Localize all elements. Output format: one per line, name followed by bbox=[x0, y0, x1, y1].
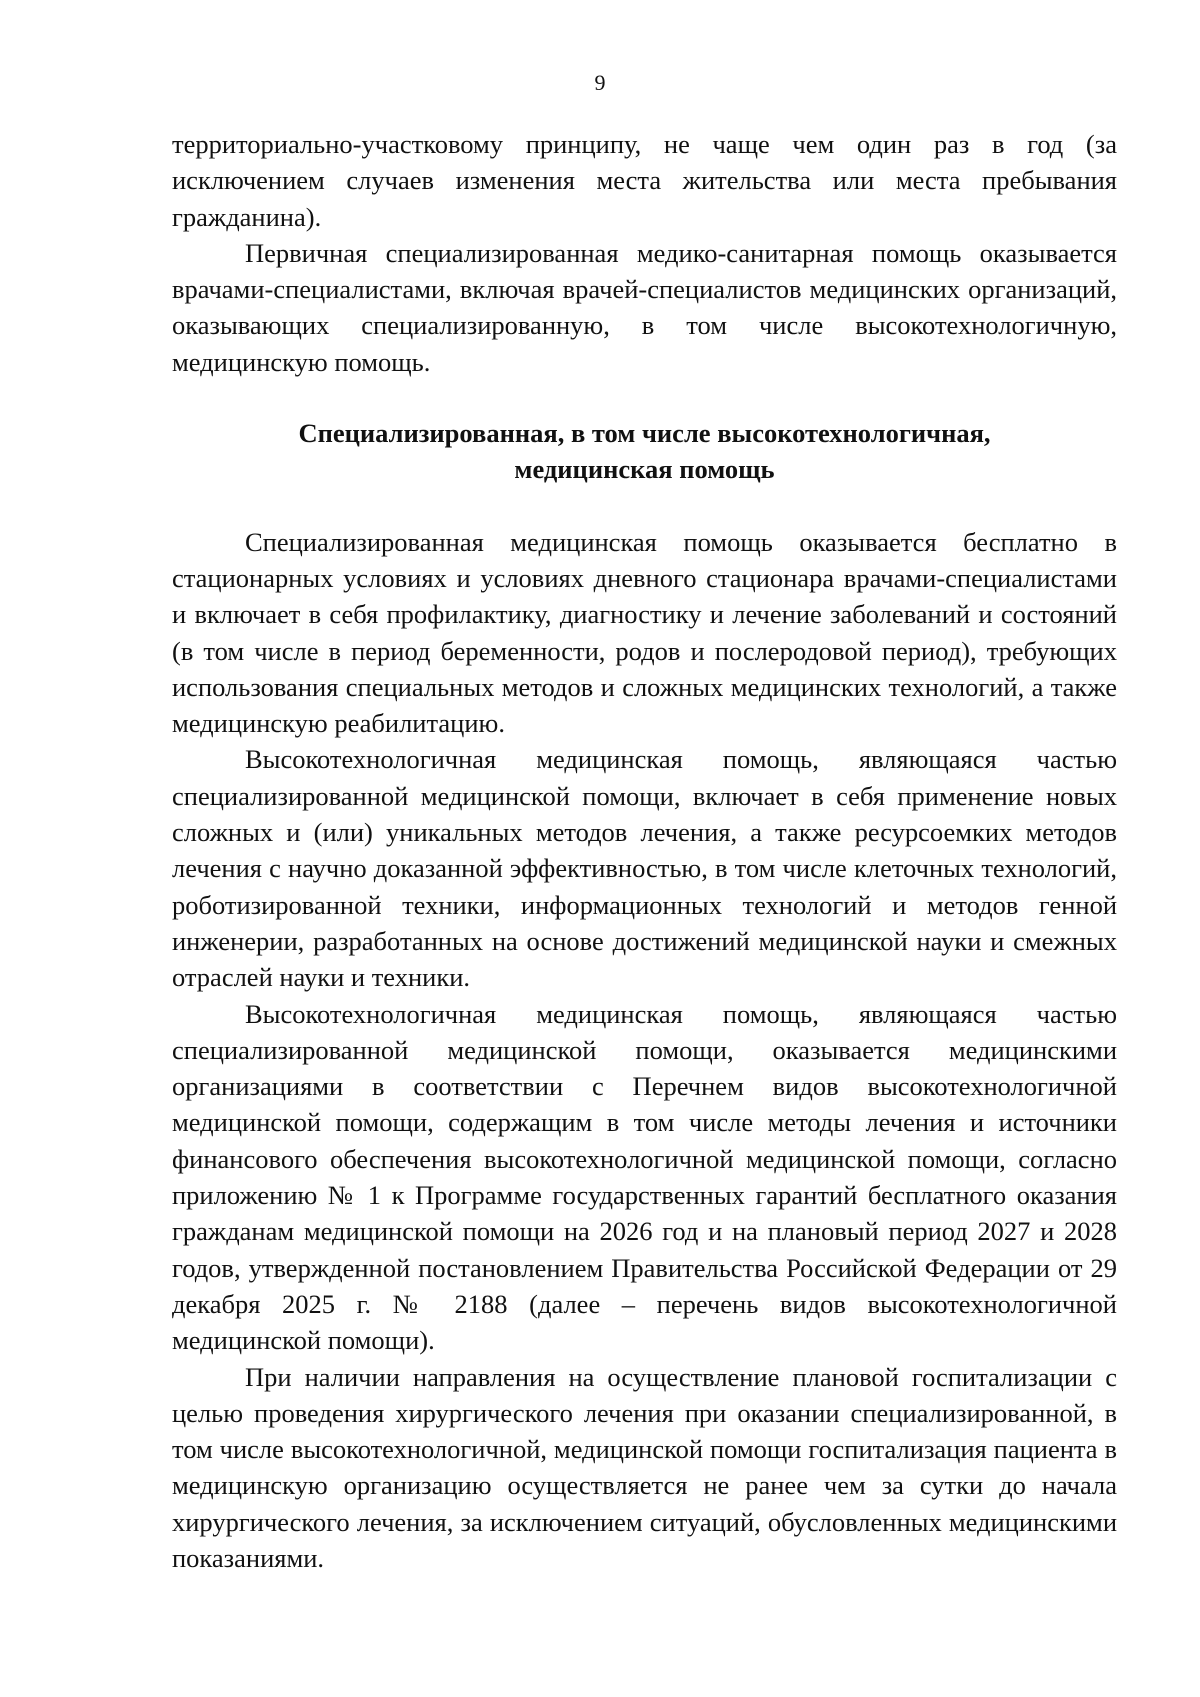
page-number: 9 bbox=[594, 70, 606, 95]
section-heading-line-2: медицинская помощь bbox=[514, 454, 775, 485]
section-heading-line-1: Специализированная, в том числе высокотехнологичная, bbox=[298, 418, 991, 449]
section-heading bbox=[172, 415, 1117, 488]
paragraph-high-tech-care-providers: Высокотехнологичная медицинская помощь, являющаяся частью специализированной медицинской помощи, оказывается медицинскими организациями в соответствии с Перечнем видов высокотехнологичной медицинской помощи, содержащим в том числе методы лечения и источники финансового обеспечения высокотехнологичной медицинской помощи, согласно приложению № 1 к Программе государственных гарантий бесплатного оказания гражданам медицинской помощи на 2026 год и на плановый период 2027 и 2028 годов, утвержденной постановлением Правительства Российской Федерации от 29 декабря 2025 г. № 2188 (далее – перечень видов высокотехнологичной медицинской помощи). bbox=[172, 998, 1117, 1356]
paragraph-planned-hospitalization: При наличии направления на осуществление плановой госпитализации с целью проведения хирургического лечения при оказании специализированной, в том числе высокотехнологичной, медицинской помощи госпитализация пациента в медицинскую организацию осуществляется не ранее чем за сутки до начала хирургического лечения, за исключением ситуаций, обусловленных медицинскими показаниями. bbox=[172, 1361, 1117, 1573]
paragraph-continuation: территориально-участковому принципу, не чаще чем один раз в год (за исключением случаев изменения места жительства или места пребывания гражданина). bbox=[172, 129, 1117, 232]
document-body bbox=[172, 126, 1117, 1576]
paragraph-specialized-care: Специализированная медицинская помощь оказывается бесплатно в стационарных условиях и условиях дневного стационара врачами-специалистами и включает в себя профилактику, диагностику и лечение заболеваний и состояний (в том числе в период беременности, родов и послеродовой период), требующих использования специальных методов и сложных медицинских технологий, а также медицинскую реабилитацию. bbox=[172, 526, 1117, 739]
paragraph-primary-specialized-care: Первичная специализированная медико-санитарная помощь оказывается врачами-специалистами, включая врачей-специалистов медицинских организаций, оказывающих специализированную, в том числе высокотехнологичную, медицинскую помощь. bbox=[172, 237, 1117, 377]
paragraph-high-tech-care-definition: Высокотехнологичная медицинская помощь, являющаяся частью специализированной медицинской помощи, включает в себя применение новых сложных и (или) уникальных методов лечения, а также ресурсоемких методов лечения с научно доказанной эффективностью, в том числе клеточных технологий, роботизированной техники, информационных технологий и методов генной инженерии, разработанных на основе достижений медицинской науки и смежных отраслей науки и техники. bbox=[172, 744, 1117, 993]
